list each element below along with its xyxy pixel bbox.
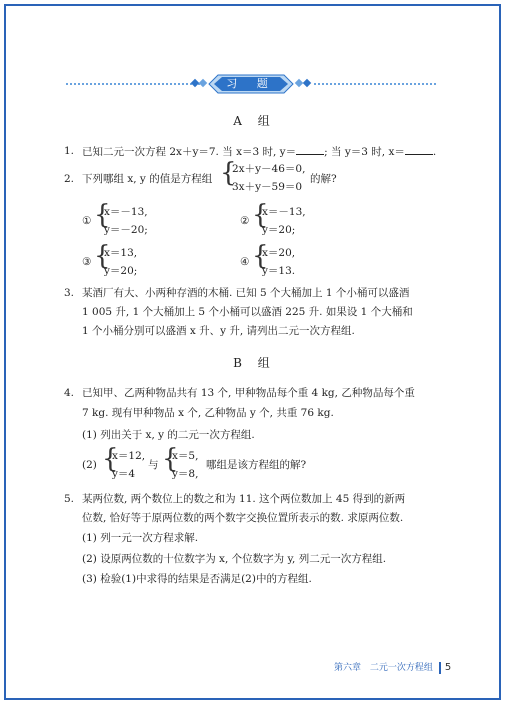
q3-number: 3. [64, 287, 75, 299]
q1-text [82, 144, 436, 159]
q4-sub-2-mid: 与 [148, 459, 159, 471]
diamond-icon [199, 79, 207, 87]
q2-prefix: 下列哪组 x, y 的值是方程组 [82, 173, 213, 185]
footer-divider [439, 662, 441, 674]
q5-number: 5. [64, 493, 75, 505]
q5-sub-1: (1) 列一元一次方程求解. [82, 532, 199, 544]
q2-option-3-brace: { [94, 241, 111, 271]
q2-option-2-x: x＝－13, [262, 206, 306, 218]
q3-line-2: 1 005 升, 1 个大桶加上 5 个小桶可以盛酒 225 升. 如果设 1 个大桶和 [82, 306, 413, 318]
q4-line-2: 7 kg. 现有甲种物品 x 个, 乙种物品 y 个, 共重 76 kg. [82, 407, 334, 419]
q4-option-a-brace: { [102, 444, 119, 474]
q4-sub-1: (1) 列出关于 x, y 的二元一次方程组. [82, 429, 255, 441]
q2-system-eq2: 3x＋y－59＝0 [232, 181, 303, 193]
q2-option-3-label: ③ [82, 256, 92, 268]
page-border [4, 4, 501, 700]
q2-option-1-brace: { [94, 200, 111, 230]
diamond-icon [303, 79, 311, 87]
q2-option-4-y: y＝13. [262, 265, 296, 277]
q1-number: 1. [64, 145, 75, 157]
q4-option-a-x: x＝12, [112, 450, 146, 462]
q4-line-1: 已知甲、乙两种物品共有 13 个, 甲种物品每个重 4 kg, 乙种物品每个重 [82, 387, 415, 399]
exercise-title-badge [208, 74, 294, 94]
q2-option-4-brace: { [252, 241, 269, 271]
q2-suffix: 的解? [310, 173, 337, 185]
q5-line-1: 某两位数, 两个数位上的数之和为 11. 这个两位数加上 45 得到的新两 [82, 493, 406, 505]
q1-blank-x[interactable] [405, 144, 433, 155]
q2-system-eq1: 2x＋y－46＝0, [232, 163, 306, 175]
header-dots-right [314, 83, 436, 85]
q2-system-brace: { [220, 158, 237, 188]
exercise-title: 习 题 [226, 77, 276, 90]
q1-text-b: ; 当 y＝3 时, x＝ [324, 146, 405, 158]
q3-line-3: 1 个小桶分别可以盛酒 x 升、y 升, 请列出二元一次方程组. [82, 325, 355, 337]
q5-line-2: 位数, 恰好等于原两位数的两个数字交换位置所表示的数. 求原两位数. [82, 512, 404, 524]
q2-option-2-brace: { [252, 200, 269, 230]
q2-number: 2. [64, 173, 75, 185]
q2-option-1-x: x＝－13, [104, 206, 148, 218]
q1-text-a: 已知二元一次方程 2x＋y＝7. 当 x＝3 时, y＝ [82, 146, 297, 158]
q2-option-2-y: y＝20; [262, 224, 296, 236]
header-dots-left [66, 83, 204, 85]
q2-option-1-label: ① [82, 215, 92, 227]
q4-sub-2-tail: 哪组是该方程组的解? [206, 459, 307, 471]
group-a-title: A 组 [233, 114, 276, 128]
q2-option-1-y: y＝－20; [104, 224, 148, 236]
q3-line-1: 某酒厂有大、小两种存酒的木桶. 已知 5 个大桶加上 1 个小桶可以盛酒 [82, 287, 410, 299]
q4-option-b-brace: { [162, 444, 179, 474]
q5-sub-3: (3) 检验(1)中求得的结果是否满足(2)中的方程组. [82, 573, 312, 585]
q1-blank-y[interactable] [296, 144, 324, 155]
q4-option-b-y: y＝8, [172, 468, 199, 480]
exercise-header [66, 74, 436, 94]
q5-sub-2: (2) 设原两位数的十位数字为 x, 个位数字为 y, 列二元一次方程组. [82, 553, 387, 565]
q2-option-2-label: ② [240, 215, 250, 227]
q4-sub-2-label: (2) [82, 459, 97, 471]
q1-text-c: . [432, 146, 437, 158]
q2-option-4-label: ④ [240, 256, 250, 268]
footer-chapter: 第六章 [334, 663, 362, 673]
page-number: 5 [444, 662, 452, 673]
group-b-title: B 组 [233, 356, 276, 370]
footer-section: 二元一次方程组 [369, 663, 433, 673]
q4-option-a-y: y＝4 [112, 468, 136, 480]
q2-option-3-x: x＝13, [104, 247, 138, 259]
q2-option-4-x: x＝20, [262, 247, 296, 259]
q4-option-b-x: x＝5, [172, 450, 199, 462]
page-footer [334, 660, 451, 674]
q2-option-3-y: y＝20; [104, 265, 138, 277]
q4-number: 4. [64, 387, 75, 399]
